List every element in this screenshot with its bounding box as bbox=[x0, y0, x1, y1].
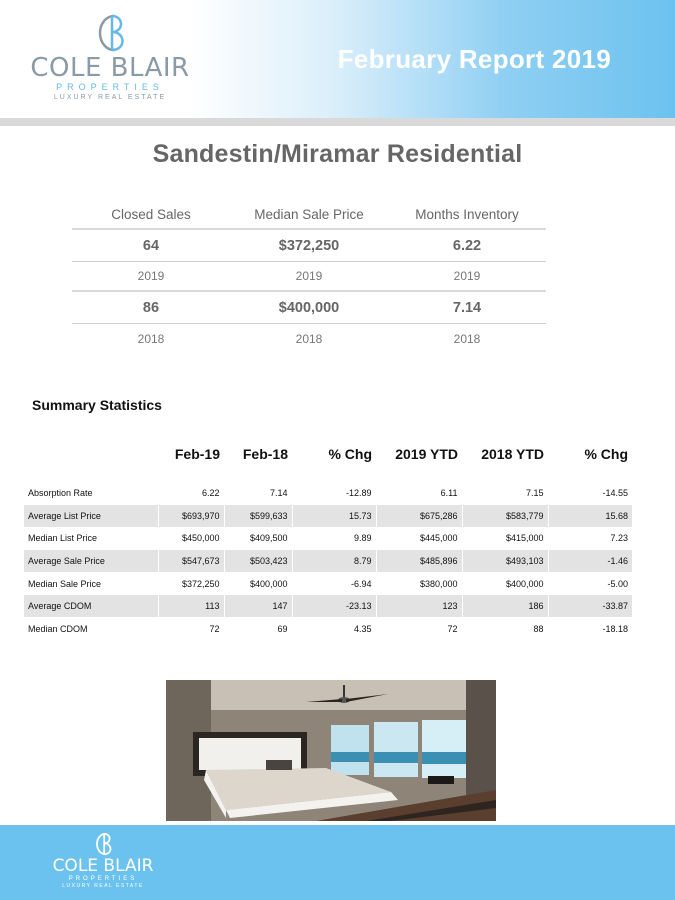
row-label: Average CDOM bbox=[24, 595, 158, 618]
footer-tagline: LUXURY REAL ESTATE bbox=[62, 883, 144, 889]
table-cell: 69 bbox=[224, 618, 292, 641]
row-label: Median List Price bbox=[24, 527, 158, 550]
table-cell: -18.18 bbox=[548, 618, 632, 641]
table-cell: 88 bbox=[462, 618, 548, 641]
table-cell: 186 bbox=[462, 595, 548, 618]
column-header: % Chg bbox=[584, 446, 628, 462]
cb-monogram-icon bbox=[90, 12, 130, 54]
table-cell: $503,423 bbox=[224, 550, 292, 573]
kpi-value: 64 bbox=[142, 237, 160, 254]
table-row bbox=[24, 618, 632, 641]
column-header: Feb-18 bbox=[242, 446, 288, 462]
table-cell: $445,000 bbox=[376, 527, 462, 550]
row-label: Average Sale Price bbox=[24, 550, 158, 573]
table-cell: 15.73 bbox=[292, 505, 376, 528]
kpi-header: Months Inventory bbox=[415, 206, 519, 222]
table-cell: 7.14 bbox=[224, 482, 292, 505]
table-cell: -1.46 bbox=[548, 550, 632, 573]
table-cell: $400,000 bbox=[462, 572, 548, 595]
summary-header-row bbox=[24, 438, 632, 470]
page-title: Sandestin/Miramar Residential bbox=[152, 140, 523, 168]
kpi-value: $400,000 bbox=[278, 299, 340, 316]
table-cell: 4.35 bbox=[292, 618, 376, 641]
kpi-year: 2018 bbox=[453, 332, 481, 346]
table-cell: $547,673 bbox=[158, 550, 224, 573]
footer-brand-name: COLE BLAIR bbox=[52, 856, 154, 876]
kpi-value-row bbox=[72, 292, 546, 324]
table-row bbox=[24, 505, 632, 528]
table-cell: 72 bbox=[376, 618, 462, 641]
table-cell: $675,286 bbox=[376, 505, 462, 528]
table-cell: -14.55 bbox=[548, 482, 632, 505]
report-header bbox=[0, 0, 675, 118]
table-cell: -6.94 bbox=[292, 572, 376, 595]
kpi-value: $372,250 bbox=[278, 237, 340, 254]
row-label: Median Sale Price bbox=[24, 572, 158, 595]
table-row bbox=[24, 550, 632, 573]
bedroom-illustration bbox=[166, 680, 496, 821]
table-cell: $372,250 bbox=[158, 572, 224, 595]
kpi-value: 6.22 bbox=[452, 237, 482, 254]
table-row bbox=[24, 527, 632, 550]
table-cell: 147 bbox=[224, 595, 292, 618]
cb-monogram-icon bbox=[91, 831, 115, 857]
table-cell: 15.68 bbox=[548, 505, 632, 528]
report-title: February Report 2019 bbox=[337, 44, 611, 74]
column-header: Feb-19 bbox=[174, 446, 220, 462]
table-cell: 8.79 bbox=[292, 550, 376, 573]
table-cell: -33.87 bbox=[548, 595, 632, 618]
table-cell: $450,000 bbox=[158, 527, 224, 550]
row-label: Median CDOM bbox=[24, 618, 158, 641]
table-row bbox=[24, 572, 632, 595]
table-row bbox=[24, 482, 632, 505]
kpi-year: 2018 bbox=[137, 332, 165, 346]
table-cell: -23.13 bbox=[292, 595, 376, 618]
logo-brand-name: COLE BLAIR bbox=[30, 53, 190, 83]
header-divider bbox=[0, 118, 675, 126]
table-cell: $400,000 bbox=[224, 572, 292, 595]
kpi-header-row bbox=[72, 200, 546, 230]
column-header: % Chg bbox=[328, 446, 372, 462]
table-cell: $415,000 bbox=[462, 527, 548, 550]
table-cell: 7.23 bbox=[548, 527, 632, 550]
table-cell: $493,103 bbox=[462, 550, 548, 573]
bedroom-photo bbox=[166, 680, 496, 821]
kpi-year-row bbox=[72, 324, 546, 354]
kpi-year: 2019 bbox=[137, 269, 165, 283]
kpi-value: 86 bbox=[142, 299, 160, 316]
table-cell: $409,500 bbox=[224, 527, 292, 550]
kpi-year: 2019 bbox=[295, 269, 323, 283]
kpi-year: 2018 bbox=[295, 332, 323, 346]
summary-title: Summary Statistics bbox=[32, 397, 162, 413]
column-header: 2019 YTD bbox=[395, 446, 458, 462]
table-cell: 9.89 bbox=[292, 527, 376, 550]
table-cell: 6.11 bbox=[376, 482, 462, 505]
summary-table bbox=[24, 438, 632, 641]
kpi-header: Median Sale Price bbox=[254, 206, 364, 222]
table-cell: 123 bbox=[376, 595, 462, 618]
table-cell: $693,970 bbox=[158, 505, 224, 528]
table-cell: $583,779 bbox=[462, 505, 548, 528]
kpi-value-row bbox=[72, 230, 546, 262]
kpi-header: Closed Sales bbox=[111, 206, 191, 222]
row-label: Absorption Rate bbox=[24, 482, 158, 505]
kpi-value: 7.14 bbox=[452, 299, 482, 316]
company-logo bbox=[30, 12, 190, 112]
table-row bbox=[24, 595, 632, 618]
kpi-year: 2019 bbox=[453, 269, 481, 283]
column-header bbox=[24, 438, 158, 470]
table-cell: $599,633 bbox=[224, 505, 292, 528]
logo-tagline: LUXURY REAL ESTATE bbox=[53, 94, 167, 101]
table-cell: -5.00 bbox=[548, 572, 632, 595]
table-cell: $485,896 bbox=[376, 550, 462, 573]
table-cell: $380,000 bbox=[376, 572, 462, 595]
header-spacer bbox=[24, 470, 632, 482]
table-cell: 72 bbox=[158, 618, 224, 641]
table-cell: -12.89 bbox=[292, 482, 376, 505]
table-cell: 113 bbox=[158, 595, 224, 618]
kpi-year-row bbox=[72, 262, 546, 292]
column-header: 2018 YTD bbox=[481, 446, 544, 462]
logo-brand-sub: PROPERTIES bbox=[56, 82, 164, 92]
footer-logo bbox=[48, 831, 158, 890]
table-cell: 7.15 bbox=[462, 482, 548, 505]
table-cell: 6.22 bbox=[158, 482, 224, 505]
key-metrics bbox=[72, 200, 546, 354]
report-footer bbox=[0, 825, 675, 900]
footer-brand-sub: PROPERTIES bbox=[68, 876, 138, 882]
row-label: Average List Price bbox=[24, 505, 158, 528]
